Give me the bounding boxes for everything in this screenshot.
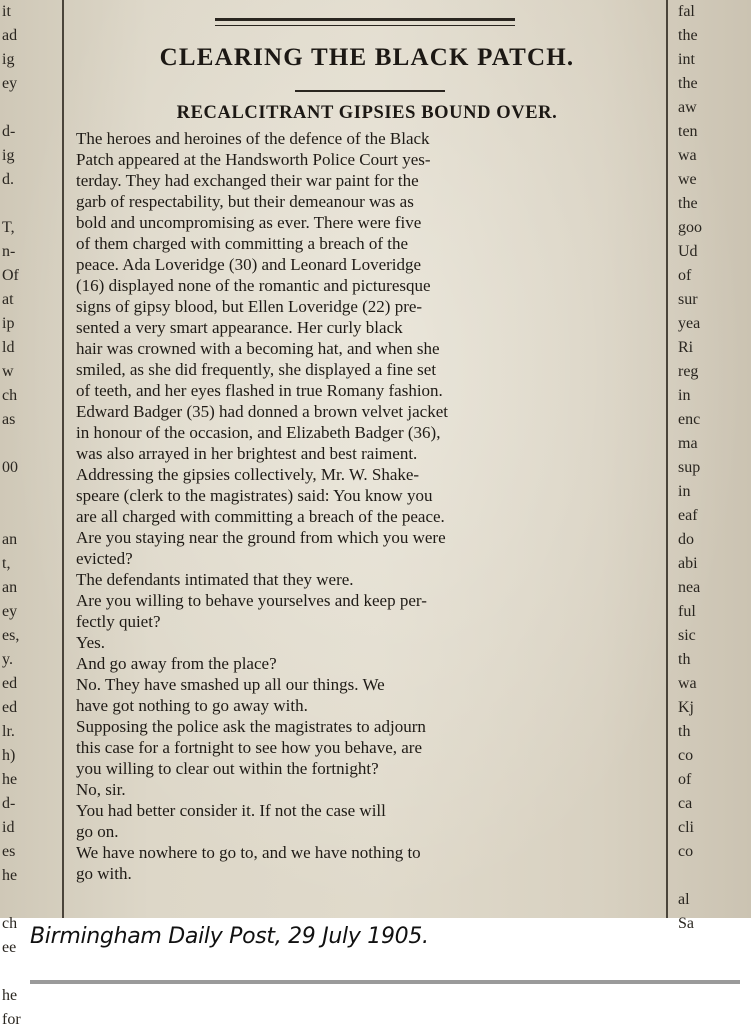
right-fragment: reg — [678, 363, 699, 380]
left-fragment: ey — [2, 75, 18, 92]
right-fragment: th — [678, 723, 691, 740]
right-fragment: sic — [678, 627, 696, 644]
left-fragment: ig — [2, 51, 15, 68]
left-fragment: ig — [2, 147, 15, 164]
right-fragment: Ud — [678, 243, 698, 260]
left-fragment: ch — [2, 915, 18, 932]
top-double-rule — [215, 18, 515, 21]
right-fragment: do — [678, 531, 694, 548]
article-line: are all charged with committing a breach of the peace. — [76, 507, 445, 526]
left-fragment: id — [2, 819, 15, 836]
article-line: Edward Badger (35) had donned a brown velvet jacket — [76, 402, 448, 421]
right-fragment: ful — [678, 603, 696, 620]
article-line: Yes. — [76, 633, 105, 652]
headline-divider — [295, 90, 445, 92]
article-line: signs of gipsy blood, but Ellen Loveridge (22) pre- — [76, 297, 423, 316]
left-fragment — [0, 888, 58, 912]
left-fragment: an — [2, 531, 18, 548]
article-line: fectly quiet? — [76, 612, 161, 631]
left-fragment — [0, 432, 58, 456]
article-line: No, sir. — [76, 780, 126, 799]
right-fragment: Kj — [678, 699, 694, 716]
left-fragment: he — [2, 771, 18, 788]
left-fragment: n- — [2, 243, 16, 260]
right-fragment: ten — [678, 123, 698, 140]
left-fragment: es — [2, 843, 16, 860]
left-fragment: he — [2, 987, 18, 1004]
left-fragment: ld — [2, 339, 15, 356]
left-fragment: ed — [2, 699, 18, 716]
caption-divider — [30, 980, 740, 984]
article-body — [76, 128, 660, 884]
right-fragment: nea — [678, 579, 701, 596]
left-fragment: d- — [2, 795, 16, 812]
right-fragment: of — [678, 267, 692, 284]
article-line: Are you willing to behave yourselves and keep per- — [76, 591, 427, 610]
left-fragment: an — [2, 579, 18, 596]
left-fragment: w — [2, 363, 14, 380]
left-fragment — [0, 504, 58, 528]
article-line: Supposing the police ask the magistrates to adjourn — [76, 717, 426, 736]
article-line: speare (clerk to the magistrates) said: You know you — [76, 486, 433, 505]
right-fragment: the — [678, 27, 698, 44]
article-line: of teeth, and her eyes flashed in true Romany fashion. — [76, 381, 443, 400]
left-fragment: 00 — [2, 459, 18, 476]
article-line: bold and uncompromising as ever. There were five — [76, 213, 422, 232]
right-fragment: in — [678, 483, 691, 500]
right-fragment: ca — [678, 795, 693, 812]
left-fragment: it — [2, 3, 11, 20]
article-line: smiled, as she did frequently, she displayed a fine set — [76, 360, 437, 379]
article-headline: CLEARING THE BLACK PATCH. — [159, 44, 575, 71]
left-fragment: t, — [2, 555, 11, 572]
article-line: No. They have smashed up all our things. We — [76, 675, 385, 694]
right-fragment: the — [678, 75, 698, 92]
left-fragment: ch — [2, 387, 18, 404]
right-fragment: int — [678, 51, 695, 68]
right-fragment: enc — [678, 411, 701, 428]
article-line: Addressing the gipsies collectively, Mr. W. Shake- — [76, 465, 420, 484]
right-fragment: yea — [678, 315, 701, 332]
article-line: this case for a fortnight to see how you behave, are — [76, 738, 423, 757]
left-fragment: ip — [2, 315, 15, 332]
article-line: (16) displayed none of the romantic and picturesque — [76, 276, 431, 295]
article-line: peace. Ada Loveridge (30) and Leonard Loveridge — [76, 255, 422, 274]
left-fragment: d- — [2, 123, 16, 140]
article-line: you willing to clear out within the fortnight? — [76, 759, 379, 778]
right-fragment: ma — [678, 435, 698, 452]
right-fragment: abi — [678, 555, 698, 572]
right-fragment: aw — [678, 99, 697, 116]
right-fragment — [672, 864, 751, 888]
right-fragment: the — [678, 195, 698, 212]
right-fragment: al — [678, 891, 690, 908]
left-fragment: ey — [2, 603, 18, 620]
left-fragment: Of — [2, 267, 19, 284]
article-line: go with. — [76, 864, 132, 883]
article-line: have got nothing to go away with. — [76, 696, 308, 715]
article-line: Patch appeared at the Handsworth Police Court yes- — [76, 150, 431, 169]
right-column-rule — [666, 0, 668, 918]
article-line: You had better consider it. If not the case will — [76, 801, 386, 820]
right-fragment: eaf — [678, 507, 698, 524]
left-fragment: at — [2, 291, 14, 308]
article-line: The heroes and heroines of the defence of the Black — [76, 129, 430, 148]
article-line: go on. — [76, 822, 119, 841]
left-fragment: y. — [2, 651, 13, 668]
top-double-rule-thin — [215, 25, 515, 26]
right-fragment: Ri — [678, 339, 694, 356]
article-line: hair was crowned with a becoming hat, and when she — [76, 339, 440, 358]
left-fragment: es, — [2, 627, 20, 644]
right-fragment: th — [678, 651, 691, 668]
article-line: And go away from the place? — [76, 654, 277, 673]
article-line: terday. They had exchanged their war paint for the — [76, 171, 419, 190]
right-fragment: co — [678, 747, 694, 764]
article-line: Are you staying near the ground from which you were — [76, 528, 446, 547]
right-fragment: goo — [678, 219, 702, 236]
left-fragment — [0, 480, 58, 504]
left-fragment: as — [2, 411, 16, 428]
left-fragment — [0, 192, 58, 216]
left-fragment: for — [2, 1011, 21, 1028]
left-fragment: he — [2, 867, 18, 884]
left-column-fragments — [0, 0, 58, 1028]
right-fragment: sup — [678, 459, 701, 476]
left-fragment: ed — [2, 675, 18, 692]
article-line: The defendants intimated that they were. — [76, 570, 354, 589]
article-line: garb of respectability, but their demeanour was as — [76, 192, 414, 211]
right-fragment: wa — [678, 147, 697, 164]
right-fragment: fal — [678, 3, 695, 20]
left-fragment: d. — [2, 171, 14, 188]
left-column-rule — [62, 0, 64, 918]
article-column — [70, 0, 664, 918]
right-fragment: co — [678, 843, 694, 860]
image-caption: Birmingham Daily Post, 29 July 1905. — [30, 924, 429, 949]
right-fragment: in — [678, 387, 691, 404]
right-fragment: of — [678, 771, 692, 788]
left-fragment: ee — [2, 939, 17, 956]
article-line: evicted? — [76, 549, 133, 568]
right-column-fragments — [672, 0, 751, 932]
left-fragment: h) — [2, 747, 16, 764]
right-fragment: Sa — [678, 915, 694, 932]
article-subheading: RECALCITRANT GIPSIES BOUND OVER. — [176, 103, 558, 123]
left-fragment: lr. — [2, 723, 15, 740]
left-fragment: T, — [2, 219, 15, 236]
right-fragment: we — [678, 171, 697, 188]
left-fragment — [0, 96, 58, 120]
right-fragment: cli — [678, 819, 694, 836]
article-line: of them charged with committing a breach of the — [76, 234, 409, 253]
article-line: was also arrayed in her brightest and best raiment. — [76, 444, 418, 463]
article-line: in honour of the occasion, and Elizabeth Badger (36), — [76, 423, 441, 442]
article-line: sented a very smart appearance. Her curly black — [76, 318, 403, 337]
right-fragment: sur — [678, 291, 698, 308]
left-fragment: ad — [2, 27, 18, 44]
right-fragment: wa — [678, 675, 697, 692]
article-line: We have nowhere to go to, and we have nothing to — [76, 843, 421, 862]
